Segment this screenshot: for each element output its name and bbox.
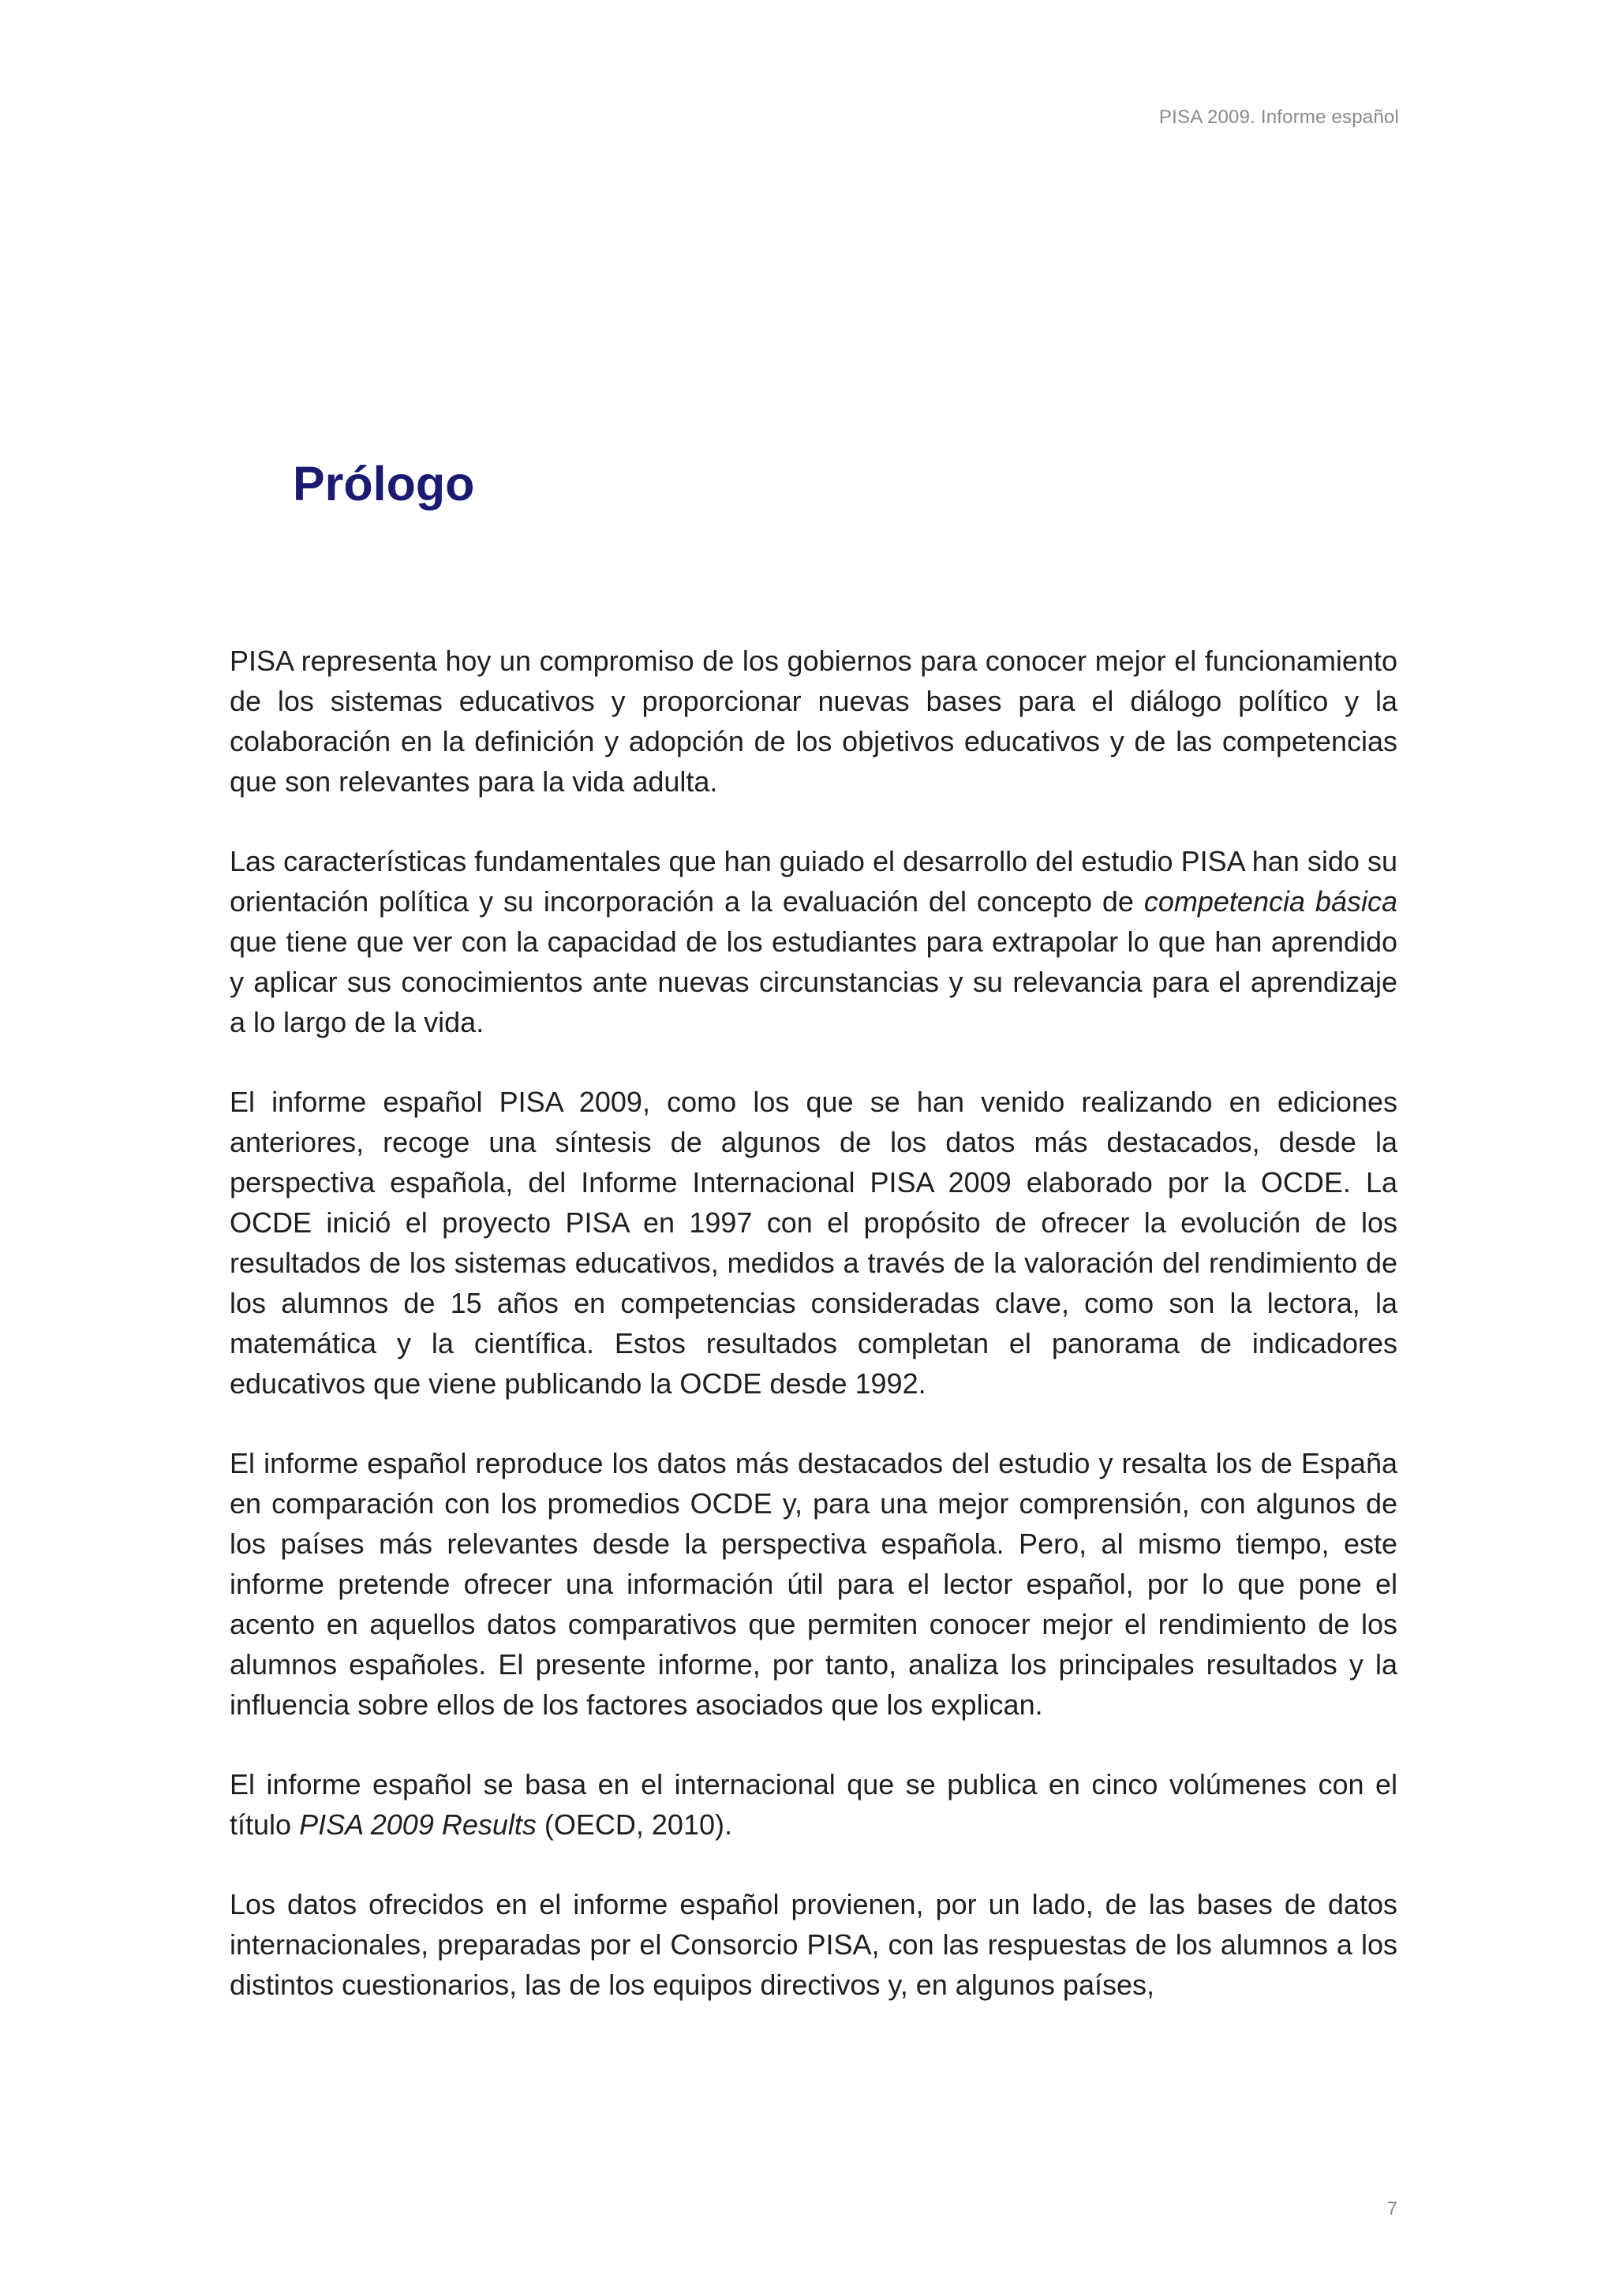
- paragraph-2-text-a: Las características fundamentales que han guiado el desarrollo del estudio PISA han sido su orientación política y su incorporación a la evaluación del concepto de: [230, 845, 1397, 918]
- paragraph-2-emphasis: competencia básica: [1143, 885, 1397, 918]
- running-header: PISA 2009. Informe español: [1158, 107, 1399, 128]
- paragraph-5-emphasis: PISA 2009 Results: [299, 1808, 537, 1841]
- paragraph-6: Los datos ofrecidos en el informe español provienen, por un lado, de las bases de datos internacionales, preparadas por el Consorcio PISA, con las respuestas de los alumnos a los distintos cuestionarios, las de los equipos directivos y, en algunos países,: [230, 1888, 1397, 2001]
- chapter-title: Prólogo: [293, 457, 475, 510]
- paragraph-2: [230, 841, 1397, 1042]
- paragraph-4: El informe español reproduce los datos más destacados del estudio y resalta los de España en comparación con los promedios OCDE y, para una mejor comprensión, con algunos de los países más relevantes desde la perspectiva española. Pero, al mismo tiempo, este informe pretende ofrecer una información útil para el lector español, por lo que pone el acento en aquellos datos comparativos que permiten conocer mejor el rendimiento de los alumnos españoles. El presente informe, por tanto, analiza los principales resultados y la influencia sobre ellos de los factores asociados que los explican.: [230, 1447, 1397, 1721]
- paragraph-2-text-b: que tiene que ver con la capacidad de los estudiantes para extrapolar lo que han aprendido y aplicar sus conocimientos ante nuevas circunstancias y su relevancia para el aprendizaje a lo largo de la vida.: [230, 926, 1397, 1038]
- body-text: [230, 641, 1397, 2005]
- page-number: 7: [1386, 2198, 1397, 2219]
- paragraph-1: PISA representa hoy un compromiso de los gobiernos para conocer mejor el funcionamiento de los sistemas educativos y proporcionar nuevas bases para el diálogo político y la colaboración en la definición y adopción de los objetivos educativos y de las competencias que son relevantes para la vida adulta.: [230, 645, 1397, 798]
- paragraph-3: El informe español PISA 2009, como los que se han venido realizando en ediciones anteriores, recoge una síntesis de algunos de los datos más destacados, desde la perspectiva española, del Informe Internacional PISA 2009 elaborado por la OCDE. La OCDE inició el proyecto PISA en 1997 con el propósito de ofrecer la evolución de los resultados de los sistemas educativos, medidos a través de la valoración del rendimiento de los alumnos de 15 años en competencias consideradas clave, como son la lectora, la matemática y la científica. Estos resultados completan el panorama de indicadores educativos que viene publicando la OCDE desde 1992.: [230, 1086, 1397, 1400]
- paragraph-5: [230, 1764, 1397, 1845]
- paragraph-5-text-a: El informe español se basa en el internacional que se publica en cinco volúmenes con el título: [230, 1768, 1397, 1841]
- paragraph-5-text-b: (OECD, 2010).: [536, 1808, 732, 1841]
